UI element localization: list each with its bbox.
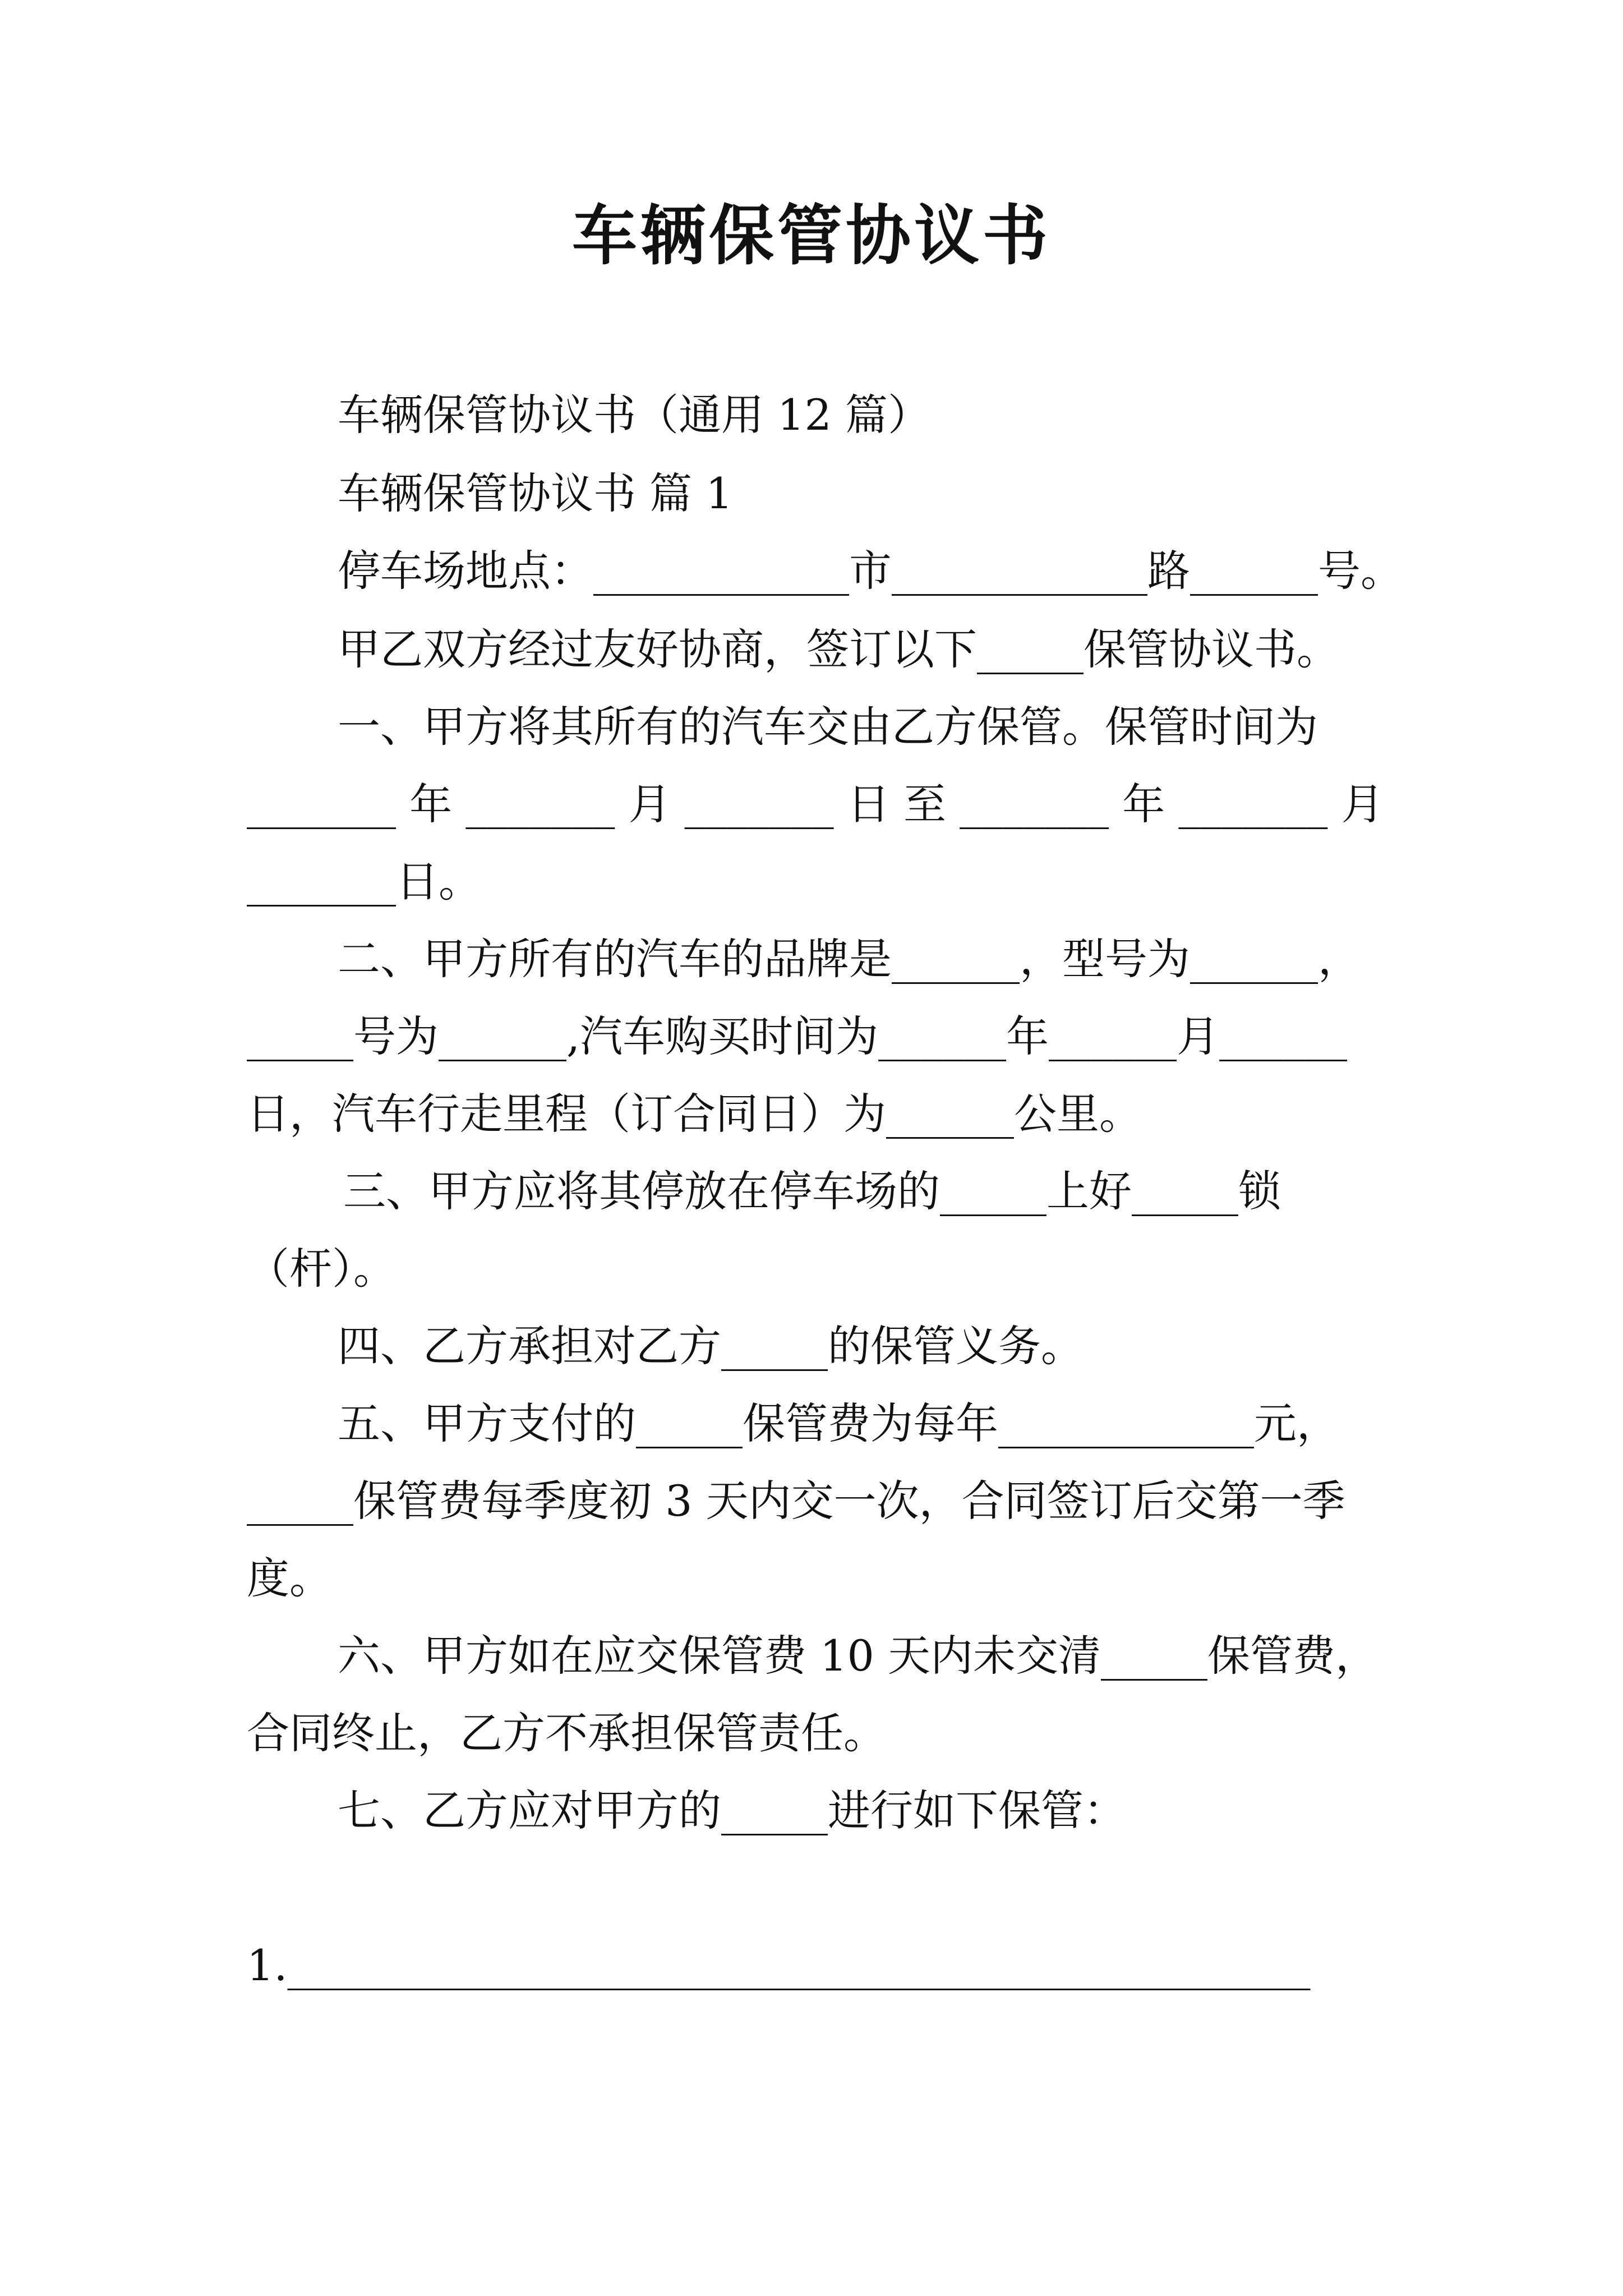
chapter-heading: 车辆保管协议书 篇 1 — [338, 468, 733, 518]
text-line: 合同终止，乙方不承担保管责任。 — [247, 1708, 886, 1758]
document-subtitle: 车辆保管协议书（通用 12 篇） — [338, 390, 931, 440]
text-line: 一、甲方将其所有的汽车交由乙方保管。保管时间为 — [338, 702, 1318, 752]
text-line: 度。 — [247, 1553, 332, 1603]
text-line: 三、甲方应将其停放在停车场的_____上好_____锁 — [343, 1166, 1281, 1216]
text-line: _____保管费每季度初 3 天内交一次，合同签订后交第一季 — [247, 1476, 1345, 1526]
list-item: 1.________________________________________________ — [247, 1940, 1311, 1990]
text-line: 五、甲方支付的_____保管费为每年____________元， — [338, 1398, 1339, 1448]
text-line: _______日。 — [247, 857, 481, 907]
text-line: _____号为______,汽车购买时间为______年______月______ — [247, 1011, 1348, 1061]
text-line: _______ 年 _______ 月 _______ 日 至 _______ 年 _______ 月 — [247, 779, 1384, 829]
text-line: 四、乙方承担对乙方_____的保管义务。 — [338, 1321, 1083, 1371]
text-line: （杆）。 — [247, 1244, 396, 1294]
text-line: 停车场地点：____________市____________路______号。 — [338, 546, 1403, 596]
text-line: 六、甲方如在应交保管费 10 天内未交清_____保管费， — [338, 1631, 1378, 1681]
text-line: 甲乙双方经过友好协商，签订以下_____保管协议书。 — [338, 624, 1339, 674]
text-line: 二、甲方所有的汽车的品牌是______，型号为______， — [338, 934, 1361, 984]
text-line: 七、乙方应对甲方的_____进行如下保管： — [338, 1786, 1126, 1835]
text-line: 日，汽车行走里程（订合同日）为______公里。 — [247, 1089, 1142, 1139]
document-title: 车辆保管协议书 — [572, 197, 1051, 274]
